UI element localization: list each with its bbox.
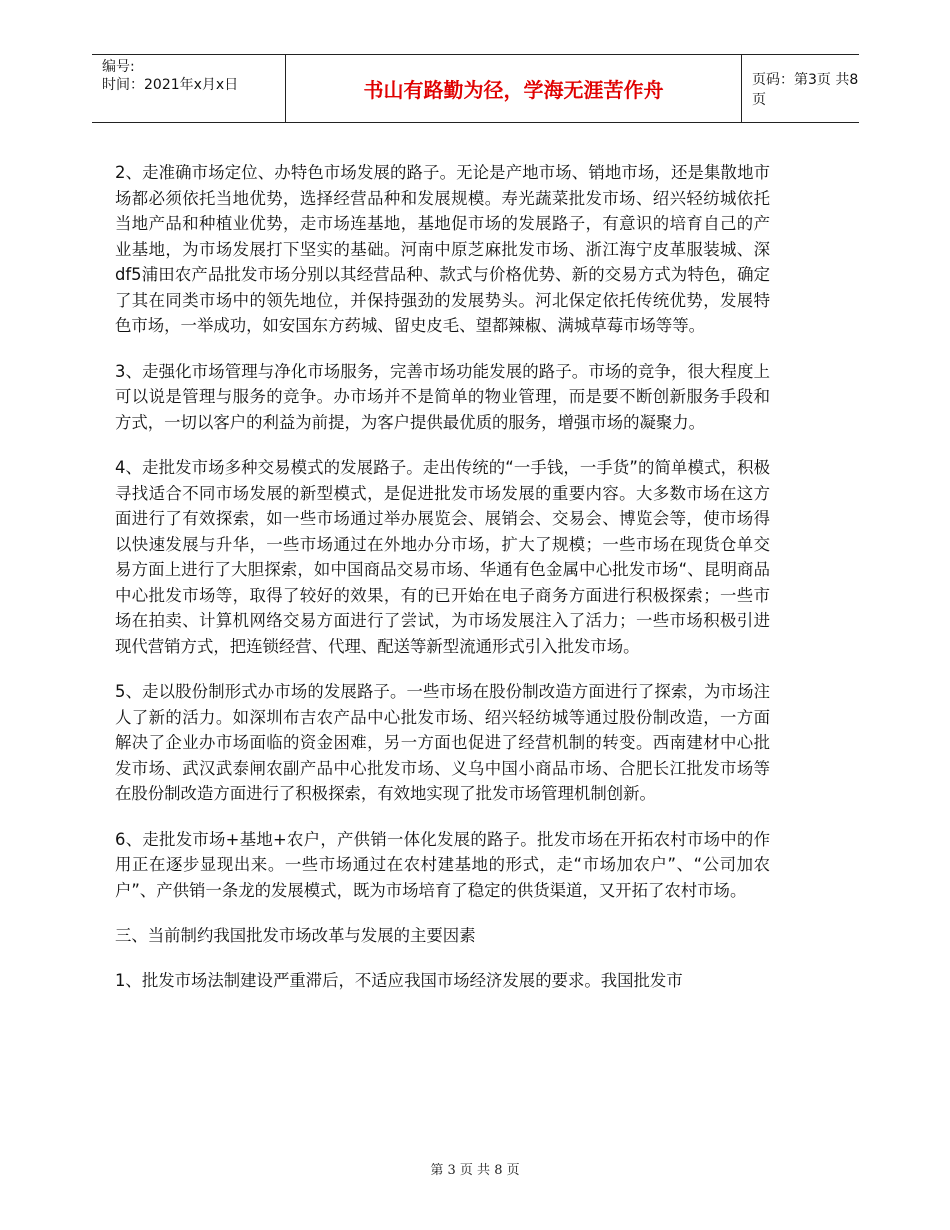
paragraph-6-market-base-farmers: 6、走批发市场+基地+农户，产供销一体化发展的路子。批发市场在开拓农村市场中的作用正在逐步显现出来。一些市场通过在农村建基地的形式，走“市场加农户”、“公司加农户”、产供销一条龙的发展模式，既为市场培育了稳定的供货渠道，又开拓了农村市场。 xyxy=(115,829,770,900)
header-page-info: 页码：第3页 共8页 xyxy=(752,71,859,108)
page-footer: 第 3 页 共 8 页 xyxy=(430,1163,520,1178)
page-header xyxy=(92,54,859,123)
header-meta xyxy=(92,55,285,122)
paragraph-1-legal-construction: 1、批发市场法制建设严重滞后，不适应我国市场经济发展的要求。我国批发市 xyxy=(115,970,683,990)
header-motto: 书山有路勤为径，学海无涯苦作舟 xyxy=(285,55,742,122)
document-code-label: 编号: xyxy=(102,59,135,75)
document-time: 时间：2021年x月x日 xyxy=(102,77,239,93)
section-heading: 三、当前制约我国批发市场改革与发展的主要因素 xyxy=(115,926,476,945)
paragraph-2-market-positioning: 2、走准确市场定位、办特色市场发展的路子。无论是产地市场、销地市场，还是集散地市场都必须依托当地优势，选择经营品种和发展规模。寿光蔬菜批发市场、绍兴轻纺城依托当地产品和种植业优势，走市场连基地，基地促市场的发展路子，有意识的培育自己的产业基地，为市场发展打下坚实的基础。河南中原芝麻批发市场、浙江海宁皮革服装城、深df5浦田农产品批发市场分别以其经营品种、款式与价格优势、新的交易方式为特色，确定了其在同类市场中的领先地位，并保持强劲的发展势头。河北保定依托传统优势，发展特色市场，一举成功，如安国东方药城、留史皮毛、望都辣椒、满城草莓市场等等。 xyxy=(115,163,770,335)
paragraph-3-market-management: 3、走强化市场管理与净化市场服务，完善市场功能发展的路子。市场的竞争，很大程度上可以说是管理与服务的竞争。办市场并不是简单的物业管理，而是要不断创新服务手段和方式，一切以客户的利益为前提，为客户提供最优质的服务，增强市场的凝聚力。 xyxy=(115,361,770,432)
paragraph-4-trade-modes: 4、走批发市场多种交易模式的发展路子。走出传统的“一手钱，一手货”的简单模式，积极寻找适合不同市场发展的新型模式，是促进批发市场发展的重要内容。大多数市场在这方面进行了有效探索，如一些市场通过举办展览会、展销会、交易会、博览会等，使市场得以快速发展与升华，一些市场通过在外地办分市场，扩大了规模；一些市场在现货仓单交易方面上进行了大胆探索，如中国商品交易市场、华通有色金属中心批发市场“、昆明商品中心批发市场等，取得了较好的效果，有的已开始在电子商务方面进行积极探索；一些市场在拍卖、计算机网络交易方面进行了尝试，为市场发展注入了活力；一些市场积极引进现代营销方式，把连锁经营、代理、配送等新型流通形式引入批发市场。 xyxy=(115,458,770,656)
document-body xyxy=(115,160,770,1013)
paragraph-5-shareholding: 5、走以股份制形式办市场的发展路子。一些市场在股份制改造方面进行了探索，为市场注人了新的活力。如深圳布吉农产品中心批发市场、绍兴轻纺城等通过股份制改造，一方面解决了企业办市场面临的资金困难，另一方面也促进了经营机制的转变。西南建材中心批发市场、武汉武泰闸农副产品中心批发市场、义乌中国小商品市场、合肥长江批发市场等在股份制改造方面进行了积极探索，有效地实现了批发市场管理机制创新。 xyxy=(115,682,770,803)
